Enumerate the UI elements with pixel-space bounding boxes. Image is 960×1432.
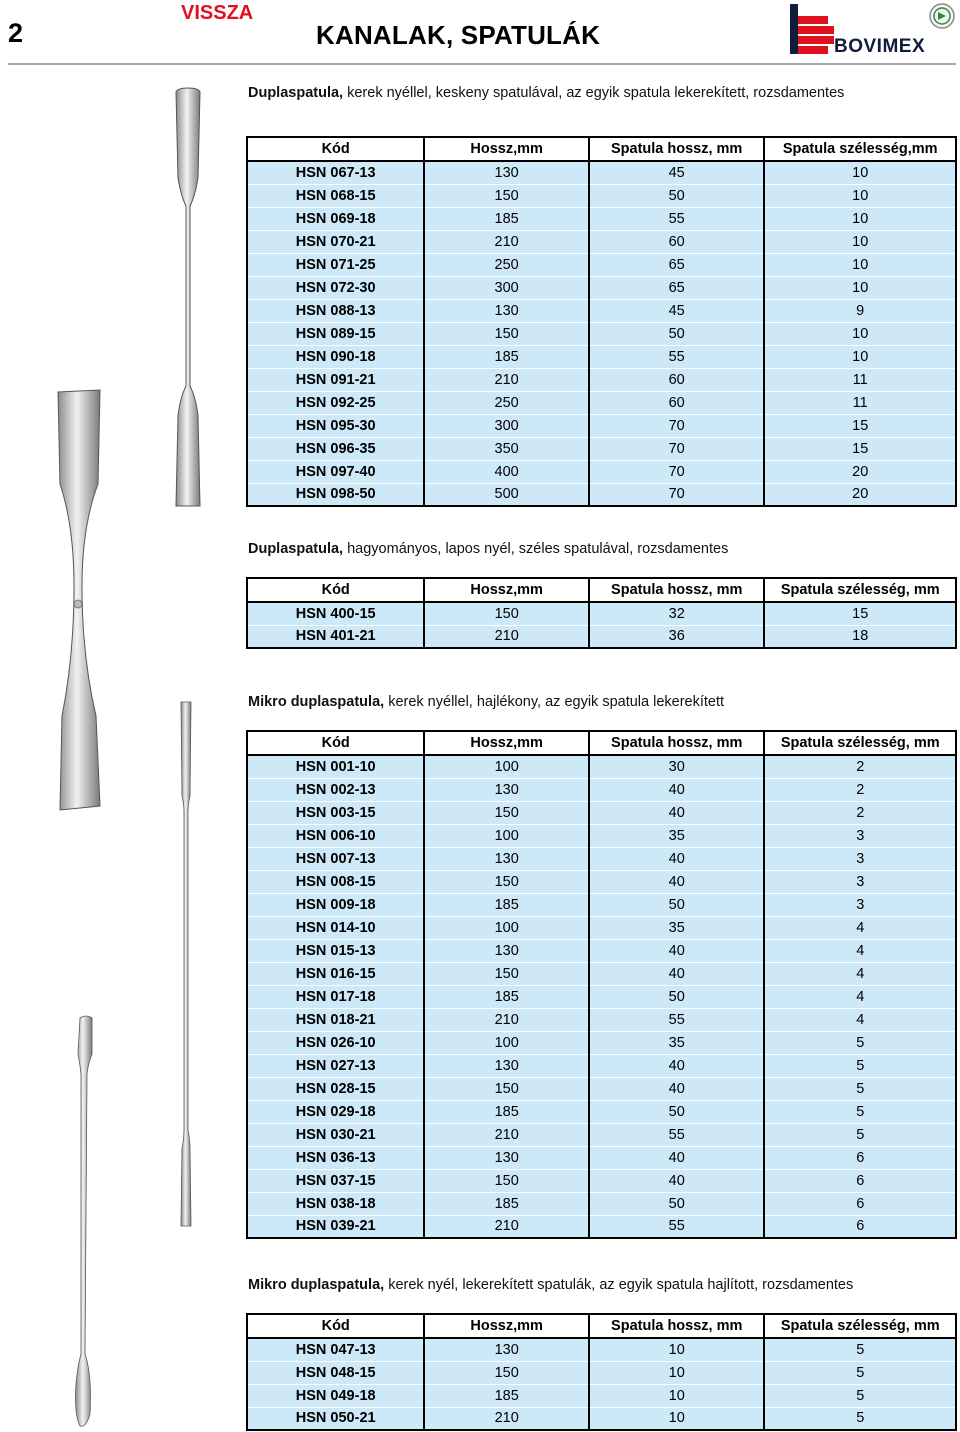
cell-spatula-hossz: 10 [589, 1407, 764, 1430]
cell-spatula-szelesseg: 10 [764, 253, 956, 276]
table-row [247, 1123, 956, 1146]
table-row [247, 778, 956, 801]
section-title [248, 539, 957, 559]
cell-spatula-hossz: 45 [589, 161, 764, 184]
cell-hossz: 150 [424, 184, 589, 207]
cell-kod: HSN 400-15 [247, 602, 424, 625]
cell-hossz: 100 [424, 1031, 589, 1054]
cell-hossz: 130 [424, 1146, 589, 1169]
cell-spatula-szelesseg: 15 [764, 414, 956, 437]
header-divider [8, 63, 956, 65]
table-row [247, 824, 956, 847]
cell-kod: HSN 014-10 [247, 916, 424, 939]
cell-spatula-szelesseg: 2 [764, 755, 956, 778]
column-header-kod: Kód [247, 578, 424, 602]
cell-kod: HSN 016-15 [247, 962, 424, 985]
column-header-kod: Kód [247, 731, 424, 755]
cell-hossz: 210 [424, 625, 589, 648]
table-row [247, 1169, 956, 1192]
table-row [247, 985, 956, 1008]
cell-kod: HSN 096-35 [247, 437, 424, 460]
cell-hossz: 100 [424, 916, 589, 939]
cell-spatula-szelesseg: 11 [764, 368, 956, 391]
table-body [247, 602, 956, 648]
cell-spatula-szelesseg: 4 [764, 985, 956, 1008]
cell-hossz: 500 [424, 483, 589, 506]
cell-kod: HSN 069-18 [247, 207, 424, 230]
cell-spatula-szelesseg: 20 [764, 460, 956, 483]
cell-spatula-szelesseg: 4 [764, 939, 956, 962]
cell-kod: HSN 039-21 [247, 1215, 424, 1238]
column-header-spatula-hossz: Spatula hossz, mm [589, 731, 764, 755]
cell-kod: HSN 006-10 [247, 824, 424, 847]
cell-kod: HSN 049-18 [247, 1384, 424, 1407]
spec-table-4 [246, 1313, 957, 1431]
cell-hossz: 100 [424, 824, 589, 847]
cell-spatula-szelesseg: 10 [764, 207, 956, 230]
section-title [248, 83, 957, 103]
cell-hossz: 130 [424, 1054, 589, 1077]
cell-kod: HSN 097-40 [247, 460, 424, 483]
cell-kod: HSN 072-30 [247, 276, 424, 299]
cell-spatula-szelesseg: 6 [764, 1169, 956, 1192]
cell-kod: HSN 018-21 [247, 1008, 424, 1031]
cell-hossz: 150 [424, 870, 589, 893]
cell-spatula-hossz: 45 [589, 299, 764, 322]
cell-hossz: 300 [424, 414, 589, 437]
cell-spatula-hossz: 70 [589, 437, 764, 460]
cell-hossz: 185 [424, 1384, 589, 1407]
cell-spatula-szelesseg: 5 [764, 1100, 956, 1123]
table-row [247, 755, 956, 778]
cell-spatula-szelesseg: 9 [764, 299, 956, 322]
section-title-bold: Mikro duplaspatula, [248, 694, 385, 710]
table-row [247, 322, 956, 345]
cell-hossz: 150 [424, 1077, 589, 1100]
section-title-rest: kerek nyéllel, hajlékony, az egyik spatula lekerekített [384, 694, 725, 710]
cell-hossz: 185 [424, 1100, 589, 1123]
cell-kod: HSN 088-13 [247, 299, 424, 322]
column-header-spatula-szelesseg: Spatula szélesség,mm [764, 137, 956, 161]
cell-spatula-szelesseg: 3 [764, 824, 956, 847]
cell-kod: HSN 095-30 [247, 414, 424, 437]
cell-spatula-szelesseg: 10 [764, 184, 956, 207]
cell-hossz: 185 [424, 345, 589, 368]
cell-spatula-szelesseg: 20 [764, 483, 956, 506]
cell-spatula-szelesseg: 15 [764, 602, 956, 625]
table-row [247, 870, 956, 893]
cell-hossz: 210 [424, 1123, 589, 1146]
column-header-hossz: Hossz,mm [424, 578, 589, 602]
back-link[interactable]: VISSZA [181, 2, 254, 24]
table-row [247, 847, 956, 870]
page-number: 2 [8, 18, 24, 48]
table-row [247, 1361, 956, 1384]
cell-spatula-hossz: 40 [589, 801, 764, 824]
cell-spatula-szelesseg: 5 [764, 1077, 956, 1100]
cell-spatula-hossz: 50 [589, 322, 764, 345]
cell-kod: HSN 030-21 [247, 1123, 424, 1146]
cell-spatula-hossz: 70 [589, 414, 764, 437]
table-row [247, 1031, 956, 1054]
table-row [247, 625, 956, 648]
table-header-row [247, 1314, 956, 1338]
cell-spatula-szelesseg: 6 [764, 1192, 956, 1215]
table-row [247, 939, 956, 962]
spec-table-1 [246, 136, 957, 507]
column-header-spatula-szelesseg: Spatula szélesség, mm [764, 1314, 956, 1338]
section-mikro-duplaspatula-hajlitott [248, 1275, 957, 1295]
table-row [247, 207, 956, 230]
section-title-bold: Duplaspatula, [248, 541, 344, 557]
cell-hossz: 300 [424, 276, 589, 299]
cell-spatula-hossz: 10 [589, 1338, 764, 1361]
cell-spatula-szelesseg: 4 [764, 916, 956, 939]
spec-table-2 [246, 577, 957, 649]
table-header-row [247, 137, 956, 161]
table-row [247, 1384, 956, 1407]
cell-kod: HSN 002-13 [247, 778, 424, 801]
cell-hossz: 400 [424, 460, 589, 483]
table-row [247, 916, 956, 939]
cell-kod: HSN 067-13 [247, 161, 424, 184]
cell-kod: HSN 015-13 [247, 939, 424, 962]
brand-name: BOVIMEX [834, 36, 926, 57]
cell-spatula-szelesseg: 5 [764, 1338, 956, 1361]
cell-spatula-hossz: 65 [589, 253, 764, 276]
cell-spatula-szelesseg: 5 [764, 1031, 956, 1054]
table-row [247, 1215, 956, 1238]
cell-spatula-szelesseg: 5 [764, 1407, 956, 1430]
micro-spatula-illustration [172, 700, 202, 1230]
section-title-rest: hagyományos, lapos nyél, széles spatulával, rozsdamentes [343, 541, 729, 557]
cell-spatula-hossz: 40 [589, 1146, 764, 1169]
cell-spatula-hossz: 10 [589, 1361, 764, 1384]
cell-spatula-hossz: 40 [589, 847, 764, 870]
page-header [0, 0, 960, 66]
cell-spatula-szelesseg: 4 [764, 1008, 956, 1031]
cell-spatula-hossz: 40 [589, 778, 764, 801]
cell-spatula-szelesseg: 3 [764, 870, 956, 893]
cell-hossz: 100 [424, 755, 589, 778]
cell-spatula-hossz: 10 [589, 1384, 764, 1407]
cell-hossz: 250 [424, 391, 589, 414]
section-title-rest: kerek nyél, lekerekített spatulák, az egyik spatula hajlított, rozsdamentes [384, 1277, 854, 1293]
cell-hossz: 150 [424, 1361, 589, 1384]
table-header-row [247, 578, 956, 602]
table-row [247, 437, 956, 460]
table-header-row [247, 731, 956, 755]
table-row [247, 893, 956, 916]
cell-kod: HSN 028-15 [247, 1077, 424, 1100]
cell-hossz: 210 [424, 1407, 589, 1430]
cell-hossz: 130 [424, 161, 589, 184]
table-row [247, 299, 956, 322]
cell-spatula-szelesseg: 5 [764, 1384, 956, 1407]
cell-spatula-hossz: 55 [589, 1123, 764, 1146]
cell-hossz: 185 [424, 207, 589, 230]
flat-spatula-illustration [52, 386, 110, 816]
table-row [247, 1407, 956, 1430]
section-title-bold: Duplaspatula, [248, 85, 344, 101]
cell-spatula-hossz: 35 [589, 1031, 764, 1054]
table-row [247, 1338, 956, 1361]
cell-kod: HSN 068-15 [247, 184, 424, 207]
table-row [247, 1054, 956, 1077]
cell-spatula-hossz: 55 [589, 345, 764, 368]
column-header-spatula-hossz: Spatula hossz, mm [589, 578, 764, 602]
cell-spatula-hossz: 50 [589, 985, 764, 1008]
cell-spatula-hossz: 55 [589, 207, 764, 230]
cell-kod: HSN 070-21 [247, 230, 424, 253]
cell-kod: HSN 092-25 [247, 391, 424, 414]
table-row [247, 276, 956, 299]
cell-spatula-hossz: 60 [589, 391, 764, 414]
cell-spatula-hossz: 70 [589, 483, 764, 506]
table-row [247, 962, 956, 985]
cell-hossz: 185 [424, 1192, 589, 1215]
cell-spatula-szelesseg: 4 [764, 962, 956, 985]
cell-kod: HSN 017-18 [247, 985, 424, 1008]
column-header-spatula-hossz: Spatula hossz, mm [589, 1314, 764, 1338]
cell-hossz: 150 [424, 322, 589, 345]
section-title [248, 1275, 957, 1295]
cell-spatula-szelesseg: 18 [764, 625, 956, 648]
cell-kod: HSN 091-21 [247, 368, 424, 391]
cell-kod: HSN 037-15 [247, 1169, 424, 1192]
column-header-spatula-szelesseg: Spatula szélesség, mm [764, 578, 956, 602]
cell-spatula-hossz: 55 [589, 1215, 764, 1238]
cell-spatula-szelesseg: 5 [764, 1123, 956, 1146]
column-header-spatula-hossz: Spatula hossz, mm [589, 137, 764, 161]
section-title [248, 692, 957, 712]
cell-spatula-szelesseg: 2 [764, 801, 956, 824]
cell-kod: HSN 007-13 [247, 847, 424, 870]
cell-spatula-szelesseg: 3 [764, 893, 956, 916]
cell-spatula-szelesseg: 2 [764, 778, 956, 801]
table-row [247, 602, 956, 625]
cell-kod: HSN 098-50 [247, 483, 424, 506]
cell-kod: HSN 047-13 [247, 1338, 424, 1361]
section-title-rest: kerek nyéllel, keskeny spatulával, az egyik spatula lekerekített, rozsdamentes [343, 85, 845, 101]
cell-spatula-szelesseg: 6 [764, 1146, 956, 1169]
cell-hossz: 130 [424, 1338, 589, 1361]
table-row [247, 253, 956, 276]
cell-spatula-hossz: 32 [589, 602, 764, 625]
cell-spatula-hossz: 40 [589, 939, 764, 962]
cell-kod: HSN 008-15 [247, 870, 424, 893]
cell-kod: HSN 038-18 [247, 1192, 424, 1215]
cell-hossz: 350 [424, 437, 589, 460]
cell-spatula-szelesseg: 11 [764, 391, 956, 414]
table-row [247, 368, 956, 391]
cell-spatula-hossz: 65 [589, 276, 764, 299]
section-duplaspatula-szeles [248, 539, 957, 559]
cell-kod: HSN 090-18 [247, 345, 424, 368]
table-row [247, 161, 956, 184]
cell-kod: HSN 036-13 [247, 1146, 424, 1169]
table-row [247, 1008, 956, 1031]
cell-spatula-hossz: 30 [589, 755, 764, 778]
cell-spatula-szelesseg: 10 [764, 345, 956, 368]
cell-hossz: 130 [424, 939, 589, 962]
cell-kod: HSN 026-10 [247, 1031, 424, 1054]
cell-kod: HSN 048-15 [247, 1361, 424, 1384]
cell-kod: HSN 089-15 [247, 322, 424, 345]
cell-spatula-szelesseg: 6 [764, 1215, 956, 1238]
cell-spatula-hossz: 40 [589, 962, 764, 985]
bent-micro-spatula-illustration [66, 1014, 102, 1432]
certification-seal-icon [930, 4, 954, 28]
cell-spatula-hossz: 35 [589, 824, 764, 847]
cell-hossz: 130 [424, 778, 589, 801]
cell-spatula-szelesseg: 5 [764, 1054, 956, 1077]
cell-spatula-hossz: 40 [589, 1077, 764, 1100]
column-header-kod: Kód [247, 1314, 424, 1338]
page-title: KANALAK, SPATULÁK [316, 20, 601, 50]
table-row [247, 1100, 956, 1123]
table-row [247, 1077, 956, 1100]
cell-spatula-hossz: 60 [589, 230, 764, 253]
cell-hossz: 150 [424, 801, 589, 824]
cell-spatula-hossz: 70 [589, 460, 764, 483]
table-body [247, 755, 956, 1238]
table-row [247, 460, 956, 483]
cell-kod: HSN 071-25 [247, 253, 424, 276]
cell-spatula-hossz: 50 [589, 893, 764, 916]
cell-spatula-hossz: 60 [589, 368, 764, 391]
cell-spatula-szelesseg: 10 [764, 276, 956, 299]
column-header-hossz: Hossz,mm [424, 1314, 589, 1338]
cell-spatula-hossz: 40 [589, 870, 764, 893]
cell-hossz: 210 [424, 230, 589, 253]
table-row [247, 345, 956, 368]
cell-hossz: 150 [424, 602, 589, 625]
cell-spatula-hossz: 50 [589, 1100, 764, 1123]
column-header-hossz: Hossz,mm [424, 731, 589, 755]
cell-spatula-szelesseg: 10 [764, 161, 956, 184]
cell-hossz: 210 [424, 1215, 589, 1238]
cell-hossz: 130 [424, 299, 589, 322]
cell-spatula-szelesseg: 15 [764, 437, 956, 460]
cell-spatula-hossz: 36 [589, 625, 764, 648]
section-duplaspatula-keskeny [248, 83, 957, 103]
cell-spatula-hossz: 50 [589, 1192, 764, 1215]
cell-spatula-hossz: 50 [589, 184, 764, 207]
column-header-kod: Kód [247, 137, 424, 161]
table-row [247, 1192, 956, 1215]
spatula-illustration [168, 86, 218, 516]
section-mikro-duplaspatula [248, 692, 957, 712]
cell-kod: HSN 029-18 [247, 1100, 424, 1123]
cell-spatula-szelesseg: 3 [764, 847, 956, 870]
table-row [247, 483, 956, 506]
cell-hossz: 185 [424, 985, 589, 1008]
cell-spatula-szelesseg: 10 [764, 230, 956, 253]
cell-kod: HSN 050-21 [247, 1407, 424, 1430]
cell-spatula-hossz: 40 [589, 1054, 764, 1077]
cell-kod: HSN 027-13 [247, 1054, 424, 1077]
cell-hossz: 150 [424, 962, 589, 985]
table-row [247, 801, 956, 824]
section-title-bold: Mikro duplaspatula, [248, 1277, 385, 1293]
cell-spatula-szelesseg: 10 [764, 322, 956, 345]
cell-spatula-hossz: 40 [589, 1169, 764, 1192]
column-header-hossz: Hossz,mm [424, 137, 589, 161]
cell-spatula-hossz: 35 [589, 916, 764, 939]
cell-spatula-hossz: 55 [589, 1008, 764, 1031]
table-body [247, 1338, 956, 1430]
column-header-spatula-szelesseg: Spatula szélesség, mm [764, 731, 956, 755]
cell-hossz: 150 [424, 1169, 589, 1192]
cell-hossz: 210 [424, 1008, 589, 1031]
cell-kod: HSN 001-10 [247, 755, 424, 778]
table-row [247, 1146, 956, 1169]
spec-table-3 [246, 730, 957, 1239]
cell-hossz: 210 [424, 368, 589, 391]
cell-hossz: 130 [424, 847, 589, 870]
cell-hossz: 185 [424, 893, 589, 916]
cell-kod: HSN 009-18 [247, 893, 424, 916]
table-row [247, 391, 956, 414]
table-row [247, 230, 956, 253]
cell-kod: HSN 003-15 [247, 801, 424, 824]
table-body [247, 161, 956, 506]
table-row [247, 414, 956, 437]
cell-hossz: 250 [424, 253, 589, 276]
cell-spatula-szelesseg: 5 [764, 1361, 956, 1384]
cell-kod: HSN 401-21 [247, 625, 424, 648]
bovimex-logo [788, 2, 956, 58]
table-row [247, 184, 956, 207]
